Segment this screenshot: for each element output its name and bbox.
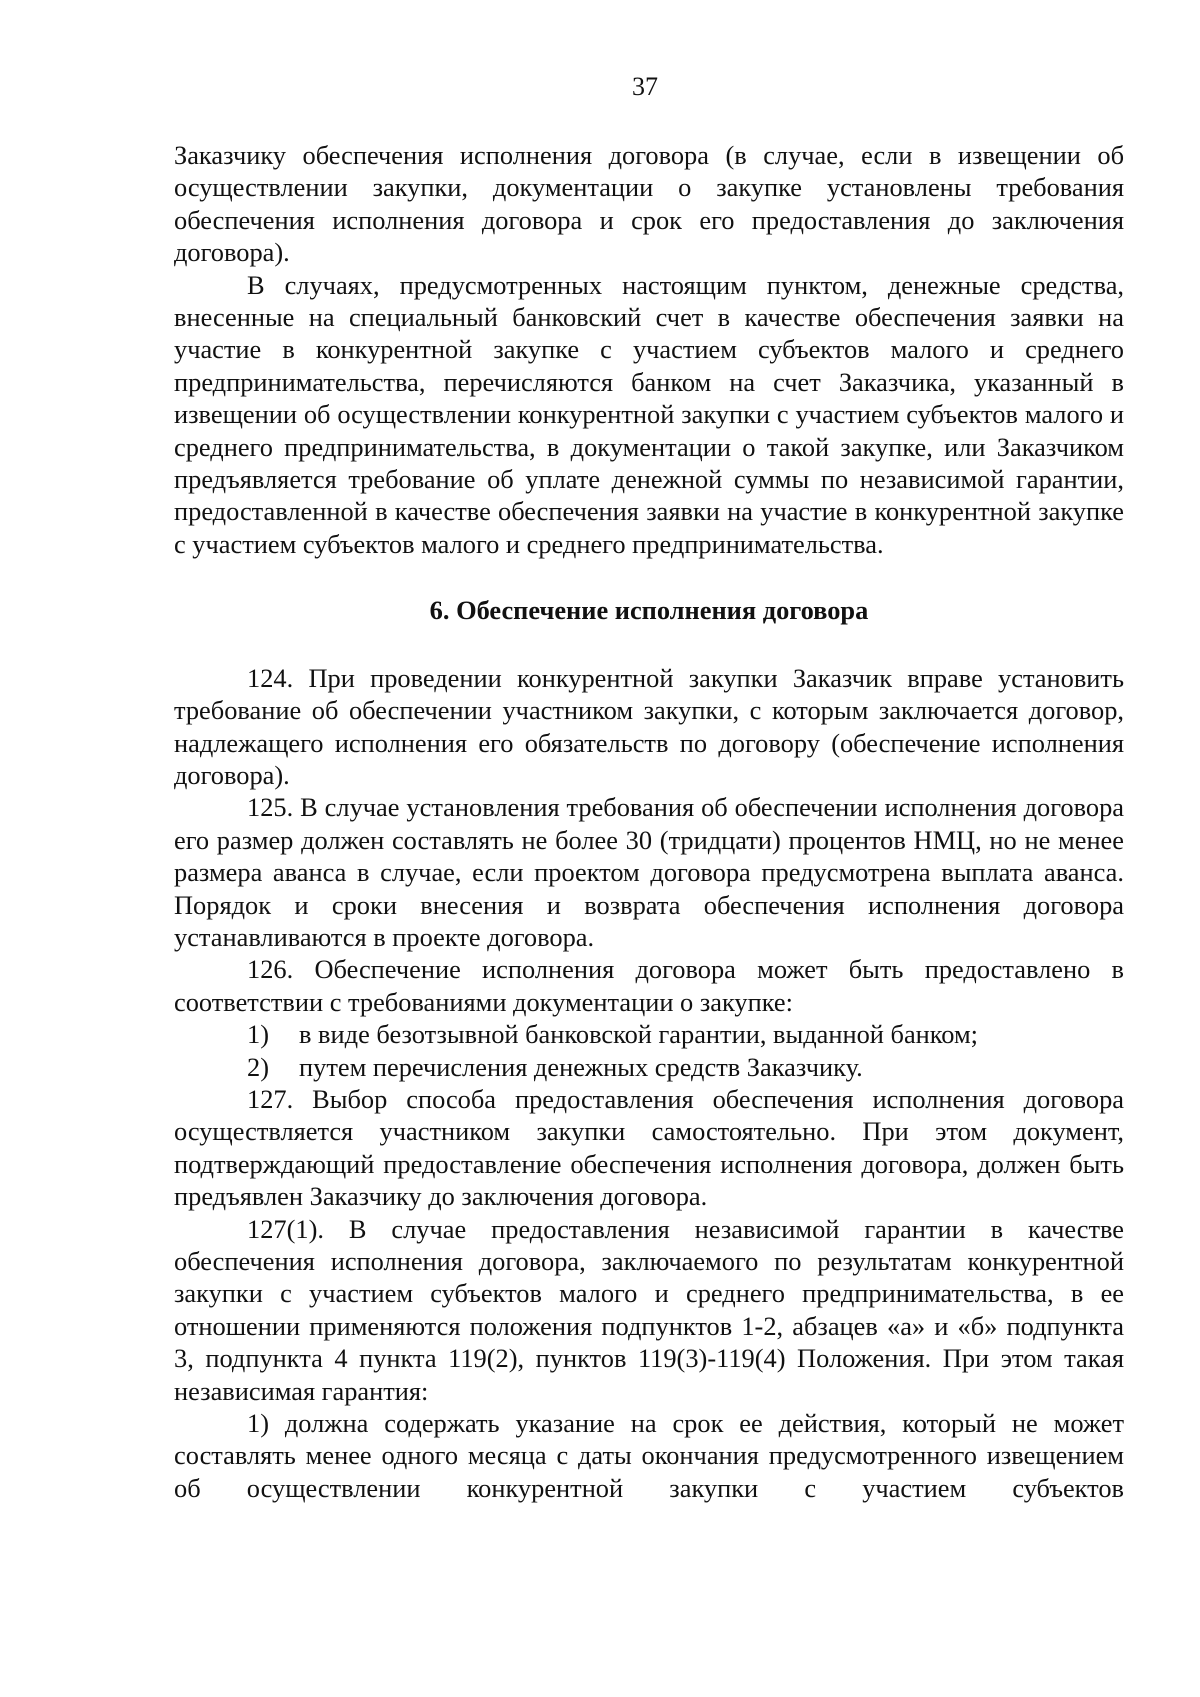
paragraph-124: 124. При проведении конкурентной закупки Заказчик вправе установить требование об обеспечении участником закупки, с которым заключается договор, надлежащего исполнения его обязательств по договору (обеспечение исполнения договора). (174, 662, 1124, 790)
section-heading: 6. Обеспечение исполнения договора (429, 595, 869, 626)
paragraph-127-1-sub1: 1) должна содержать указание на срок ее действия, который не может составлять менее одного месяца с даты окончания предусмотренного извещением об осуществлении конкурентной закупки с участием субъектов (174, 1408, 1124, 1503)
paragraph-126: 126. Обеспечение исполнения договора может быть предоставлено в соответствии с требованиями документации о закупке: (174, 954, 1124, 1017)
list-text: в виде безотзывной банковской гарантии, выданной банком; (299, 1019, 978, 1050)
paragraph-127: 127. Выбор способа предоставления обеспечения исполнения договора осуществляется участником закупки самостоятельно. При этом документ, подтверждающий предоставление обеспечения исполнения договора, должен быть предъявлен Заказчику до заключения договора. (174, 1083, 1124, 1212)
list-number: 2) (247, 1051, 269, 1082)
paragraph-cases: В случаях, предусмотренных настоящим пунктом, денежные средства, внесенные на специальный банковский счет в качестве обеспечения заявки на участие в конкурентной закупке с участием субъектов малого и среднего предпринимательства, перечисляются банком на счет Заказчика, указанный в извещении об осуществлении конкурентной закупки с участием субъектов малого и среднего предпринимательства, в документации о такой закупке, или Заказчиком предъявляется требование об уплате денежной суммы по независимой гарантии, предоставленной в качестве обеспечения заявки на участие в конкурентной закупке с участием субъектов малого и среднего предпринимательства. (174, 269, 1124, 559)
list-text: путем перечисления денежных средств Заказчику. (299, 1051, 863, 1082)
paragraph-continuation: Заказчику обеспечения исполнения договора (в случае, если в извещении об осуществлении закупки, документации о закупке установлены требования обеспечения исполнения договора и срок его предоставления до заключения договора). (174, 140, 1124, 268)
paragraph-127-1: 127(1). В случае предоставления независимой гарантии в качестве обеспечения исполнения договора, заключаемого по результатам конкурентной закупки с участием субъектов малого и среднего предпринимательства, в ее отношении применяются положения подпунктов 1-2, абзацев «а» и «б» подпункта 3, подпункта 4 пункта 119(2), пунктов 119(3)-119(4) Положения. При этом такая независимая гарантия: (174, 1213, 1124, 1406)
page-number: 37 (632, 72, 658, 101)
paragraph-125: 125. В случае установления требования об обеспечении исполнения договора его размер должен составлять не более 30 (тридцати) процентов НМЦ, но не менее размера аванса в случае, если проектом договора предусмотрена выплата аванса. Порядок и сроки внесения и возврата обеспечения исполнения договора устанавливаются в проекте договора. (174, 792, 1124, 952)
document-body (174, 139, 1124, 1504)
list-number: 1) (247, 1019, 269, 1050)
list-item (174, 1051, 1124, 1083)
list-item (174, 1018, 1124, 1050)
